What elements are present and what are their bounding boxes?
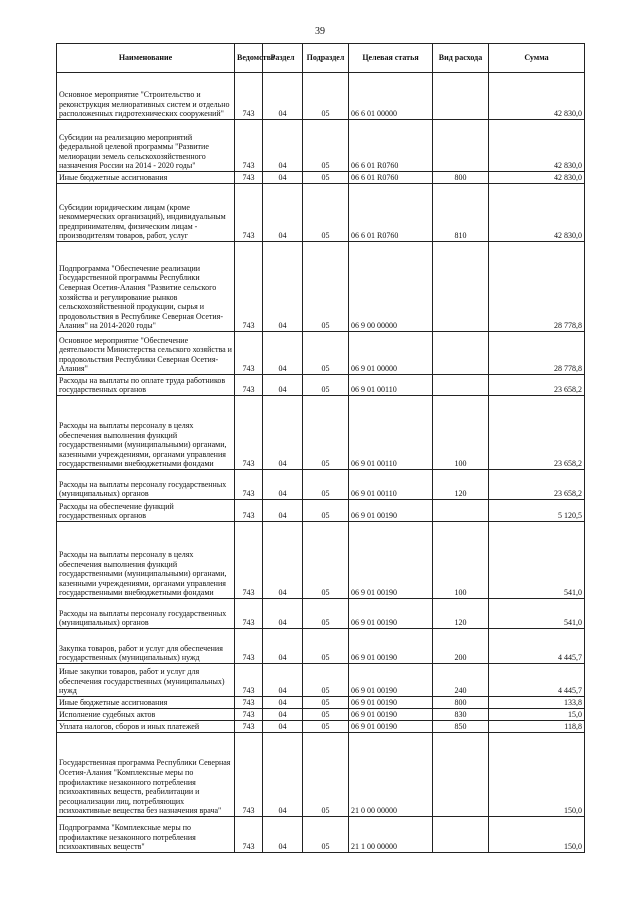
- table-row: [57, 184, 585, 242]
- header-target-article: Целевая статья: [349, 44, 433, 73]
- cell-podrazdel: 05: [303, 599, 349, 629]
- cell-ved: 743: [235, 664, 263, 697]
- budget-table: [56, 43, 585, 853]
- table-row: [57, 709, 585, 721]
- cell-ved: 743: [235, 709, 263, 721]
- cell-ved: 743: [235, 817, 263, 853]
- table-header-row: [57, 44, 585, 73]
- cell-target-article: 06 9 01 00190: [349, 500, 433, 522]
- table-row: [57, 73, 585, 120]
- cell-ved: 743: [235, 332, 263, 375]
- cell-target-article: 06 9 01 00190: [349, 721, 433, 733]
- cell-ved: 743: [235, 599, 263, 629]
- cell-name: Субсидии юридическим лицам (кроме некоммерческих организаций), индивидуальным предпринимателям, физическим лицам - производителям товаров, работ, услуг: [57, 184, 235, 242]
- cell-name: Расходы на обеспечение функций государственных органов: [57, 500, 235, 522]
- cell-target-article: 06 9 01 00190: [349, 709, 433, 721]
- cell-name: Подпрограмма "Комплексные меры по профилактике незаконного потребления психоактивных веществ": [57, 817, 235, 853]
- cell-razdel: 04: [263, 375, 303, 396]
- cell-razdel: 04: [263, 470, 303, 500]
- table-row: [57, 120, 585, 172]
- cell-podrazdel: 05: [303, 172, 349, 184]
- cell-sum: 28 778,8: [489, 242, 585, 332]
- cell-razdel: 04: [263, 599, 303, 629]
- cell-ved: 743: [235, 500, 263, 522]
- header-name: Наименование: [57, 44, 235, 73]
- cell-sum: 541,0: [489, 522, 585, 599]
- cell-podrazdel: 05: [303, 522, 349, 599]
- table-row: [57, 697, 585, 709]
- cell-sum: 541,0: [489, 599, 585, 629]
- table-row: [57, 500, 585, 522]
- cell-name: Расходы на выплаты персоналу государственных (муниципальных) органов: [57, 470, 235, 500]
- cell-expense-type: [433, 500, 489, 522]
- cell-podrazdel: 05: [303, 629, 349, 664]
- cell-razdel: 04: [263, 120, 303, 172]
- cell-name: Подпрограмма "Обеспечение реализации Государственной программы Республики Северная Осетия-Алания "Развитие сельского хозяйства и регулирование рынков сельскохозяйственной продукции, сырья и продовольствия в Республике Северная Осетия-Алания" на 2014-2020 годы": [57, 242, 235, 332]
- cell-sum: 15,0: [489, 709, 585, 721]
- cell-name: Расходы на выплаты персоналу государственных (муниципальных) органов: [57, 599, 235, 629]
- cell-razdel: 04: [263, 332, 303, 375]
- cell-ved: 743: [235, 721, 263, 733]
- cell-target-article: 21 1 00 00000: [349, 817, 433, 853]
- cell-sum: 150,0: [489, 817, 585, 853]
- table-row: [57, 470, 585, 500]
- cell-podrazdel: 05: [303, 500, 349, 522]
- cell-expense-type: 800: [433, 172, 489, 184]
- cell-ved: 743: [235, 242, 263, 332]
- cell-podrazdel: 05: [303, 697, 349, 709]
- cell-razdel: 04: [263, 172, 303, 184]
- header-expense-type: Вид расхода: [433, 44, 489, 73]
- table-row: [57, 733, 585, 817]
- header-podrazdel: Подраздел: [303, 44, 349, 73]
- cell-razdel: 04: [263, 500, 303, 522]
- cell-target-article: 06 9 01 00110: [349, 470, 433, 500]
- cell-podrazdel: 05: [303, 184, 349, 242]
- cell-razdel: 04: [263, 522, 303, 599]
- cell-target-article: 06 9 01 00190: [349, 522, 433, 599]
- cell-podrazdel: 05: [303, 664, 349, 697]
- cell-name: Основное мероприятие "Обеспечение деятельности Министерства сельского хозяйства и продовольствия Республики Северная Осетия-Алания": [57, 332, 235, 375]
- cell-name: Исполнение судебных актов: [57, 709, 235, 721]
- cell-razdel: 04: [263, 629, 303, 664]
- cell-expense-type: [433, 242, 489, 332]
- cell-podrazdel: 05: [303, 817, 349, 853]
- cell-name: Расходы на выплаты по оплате труда работников государственных органов: [57, 375, 235, 396]
- cell-ved: 743: [235, 470, 263, 500]
- cell-sum: 4 445,7: [489, 664, 585, 697]
- cell-name: Иные закупки товаров, работ и услуг для обеспечения государственных (муниципальных) нужд: [57, 664, 235, 697]
- cell-target-article: 06 6 01 R0760: [349, 120, 433, 172]
- header-razdel: Раздел: [263, 44, 303, 73]
- cell-name: Иные бюджетные ассигнования: [57, 697, 235, 709]
- table-row: [57, 242, 585, 332]
- cell-razdel: 04: [263, 709, 303, 721]
- cell-razdel: 04: [263, 697, 303, 709]
- cell-podrazdel: 05: [303, 470, 349, 500]
- cell-expense-type: [433, 332, 489, 375]
- cell-target-article: 06 9 00 00000: [349, 242, 433, 332]
- cell-podrazdel: 05: [303, 73, 349, 120]
- cell-target-article: 06 9 01 00190: [349, 599, 433, 629]
- cell-ved: 743: [235, 733, 263, 817]
- cell-ved: 743: [235, 120, 263, 172]
- table-row: [57, 396, 585, 470]
- cell-expense-type: 800: [433, 697, 489, 709]
- cell-target-article: 06 9 01 00190: [349, 664, 433, 697]
- cell-razdel: 04: [263, 817, 303, 853]
- cell-expense-type: 120: [433, 599, 489, 629]
- header-ved: Ведомство: [235, 44, 263, 73]
- cell-podrazdel: 05: [303, 733, 349, 817]
- cell-sum: 118,8: [489, 721, 585, 733]
- cell-name: Государственная программа Республики Северная Осетия-Алания "Комплексные меры по профилактике незаконного потребления психоактивных веществ, реабилитации и ресоциализации лиц, потребляющих психоактивные вещества без назначения врача": [57, 733, 235, 817]
- cell-target-article: 06 9 01 00110: [349, 396, 433, 470]
- cell-target-article: 06 6 01 R0760: [349, 172, 433, 184]
- cell-name: Иные бюджетные ассигнования: [57, 172, 235, 184]
- cell-sum: 150,0: [489, 733, 585, 817]
- cell-sum: 23 658,2: [489, 375, 585, 396]
- cell-sum: 5 120,5: [489, 500, 585, 522]
- cell-target-article: 06 6 01 00000: [349, 73, 433, 120]
- cell-razdel: 04: [263, 396, 303, 470]
- cell-expense-type: [433, 375, 489, 396]
- cell-sum: 28 778,8: [489, 332, 585, 375]
- cell-expense-type: [433, 73, 489, 120]
- cell-ved: 743: [235, 629, 263, 664]
- cell-target-article: 06 9 01 00190: [349, 697, 433, 709]
- cell-sum: 42 830,0: [489, 73, 585, 120]
- table-row: [57, 599, 585, 629]
- cell-expense-type: [433, 120, 489, 172]
- cell-expense-type: 830: [433, 709, 489, 721]
- cell-ved: 743: [235, 522, 263, 599]
- cell-podrazdel: 05: [303, 375, 349, 396]
- cell-sum: 42 830,0: [489, 172, 585, 184]
- cell-expense-type: 850: [433, 721, 489, 733]
- cell-razdel: 04: [263, 184, 303, 242]
- header-sum: Сумма: [489, 44, 585, 73]
- cell-ved: 743: [235, 697, 263, 709]
- cell-target-article: 06 9 01 00190: [349, 629, 433, 664]
- cell-sum: 23 658,2: [489, 470, 585, 500]
- cell-name: Субсидии на реализацию мероприятий федеральной целевой программы "Развитие мелиорации земель сельскохозяйственного назначения России на 2014 - 2020 годы": [57, 120, 235, 172]
- cell-name: Расходы на выплаты персоналу в целях обеспечения выполнения функций государственными (муниципальными) органами, казенными учреждениями, органами управления государственными внебюджетными фондами: [57, 522, 235, 599]
- table-row: [57, 172, 585, 184]
- table-row: [57, 721, 585, 733]
- cell-target-article: 06 9 01 00000: [349, 332, 433, 375]
- table-row: [57, 664, 585, 697]
- cell-razdel: 04: [263, 733, 303, 817]
- cell-sum: 4 445,7: [489, 629, 585, 664]
- cell-razdel: 04: [263, 73, 303, 120]
- cell-expense-type: 120: [433, 470, 489, 500]
- cell-target-article: 06 6 01 R0760: [349, 184, 433, 242]
- cell-sum: 42 830,0: [489, 120, 585, 172]
- cell-podrazdel: 05: [303, 721, 349, 733]
- cell-target-article: 06 9 01 00110: [349, 375, 433, 396]
- cell-expense-type: 100: [433, 522, 489, 599]
- cell-name: Основное мероприятие "Строительство и реконструкция мелиоративных систем и отдельно расположенных гидротехнических сооружений": [57, 73, 235, 120]
- cell-podrazdel: 05: [303, 120, 349, 172]
- page-number: 39: [315, 26, 325, 37]
- cell-expense-type: 810: [433, 184, 489, 242]
- cell-sum: 23 658,2: [489, 396, 585, 470]
- cell-podrazdel: 05: [303, 242, 349, 332]
- cell-name: Уплата налогов, сборов и иных платежей: [57, 721, 235, 733]
- table-row: [57, 629, 585, 664]
- cell-ved: 743: [235, 73, 263, 120]
- cell-expense-type: 240: [433, 664, 489, 697]
- cell-razdel: 04: [263, 242, 303, 332]
- table-row: [57, 522, 585, 599]
- cell-podrazdel: 05: [303, 332, 349, 375]
- cell-sum: 42 830,0: [489, 184, 585, 242]
- cell-razdel: 04: [263, 721, 303, 733]
- cell-ved: 743: [235, 172, 263, 184]
- cell-podrazdel: 05: [303, 396, 349, 470]
- cell-expense-type: [433, 733, 489, 817]
- cell-name: Закупка товаров, работ и услуг для обеспечения государственных (муниципальных) нужд: [57, 629, 235, 664]
- cell-expense-type: 100: [433, 396, 489, 470]
- cell-target-article: 21 0 00 00000: [349, 733, 433, 817]
- table-row: [57, 817, 585, 853]
- cell-podrazdel: 05: [303, 709, 349, 721]
- cell-ved: 743: [235, 396, 263, 470]
- cell-razdel: 04: [263, 664, 303, 697]
- cell-sum: 133,8: [489, 697, 585, 709]
- cell-expense-type: [433, 817, 489, 853]
- cell-name: Расходы на выплаты персоналу в целях обеспечения выполнения функций государственными (муниципальными) органами, казенными учреждениями, органами управления государственными внебюджетными фондами: [57, 396, 235, 470]
- cell-ved: 743: [235, 375, 263, 396]
- table-row: [57, 375, 585, 396]
- cell-expense-type: 200: [433, 629, 489, 664]
- table-row: [57, 332, 585, 375]
- cell-ved: 743: [235, 184, 263, 242]
